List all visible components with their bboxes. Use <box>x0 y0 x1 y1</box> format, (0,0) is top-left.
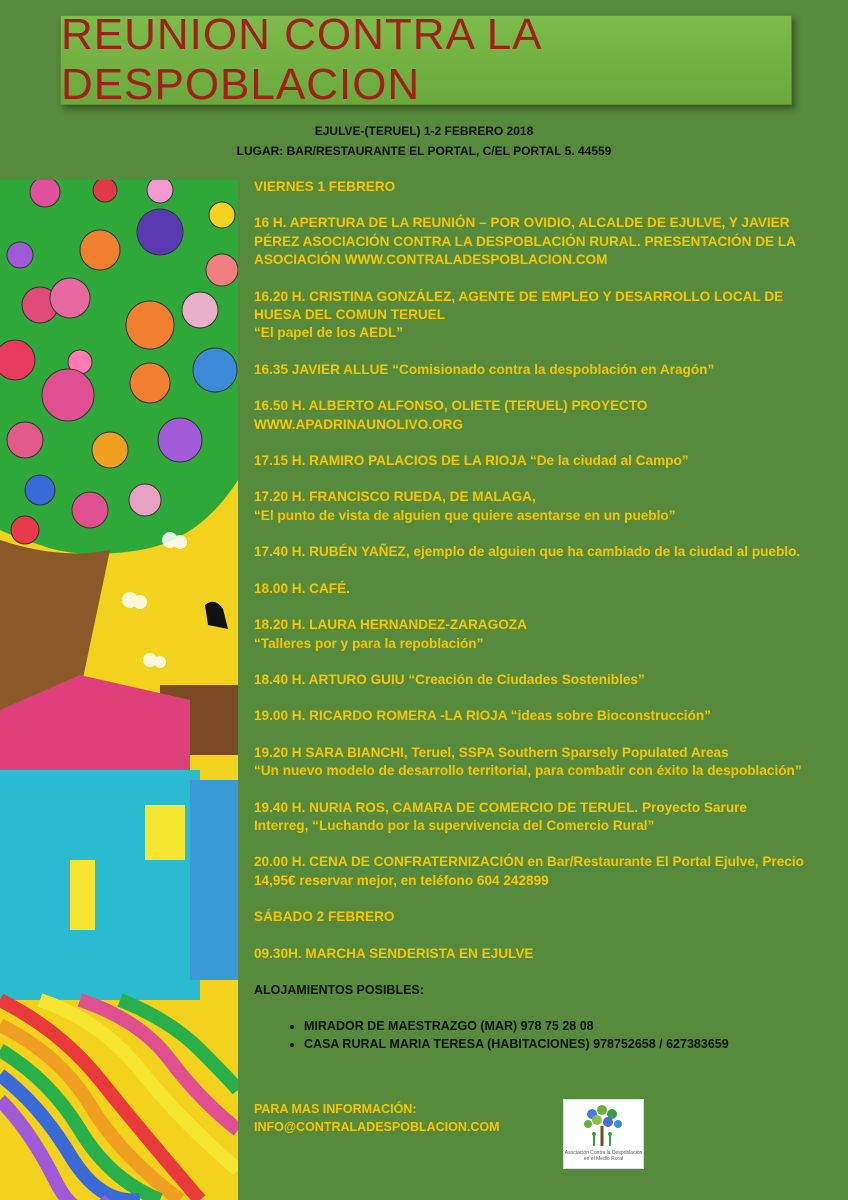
accommodation-item: • CASA RURAL MARIA TERESA (HABITACIONES) 978752658 / 627383659 <box>304 1035 804 1053</box>
agenda-item-text: 17.20 H. FRANCISCO RUEDA, DE MALAGA, <box>254 489 536 505</box>
agenda-item <box>254 288 804 343</box>
page-title: REUNION CONTRA LA DESPOBLACION <box>61 10 541 109</box>
contact-email[interactable]: INFO@CONTRALADESPOBLACION.COM <box>254 1120 500 1134</box>
association-logo <box>563 1099 644 1169</box>
agenda-item-topic: “El punto de vista de alguien que quiere asentarse en un pueblo” <box>254 507 676 523</box>
agenda-item-topic: “El papel de los AEDL” <box>254 325 404 341</box>
agenda-item <box>254 853 804 890</box>
agenda-item-text: 16.20 H. CRISTINA GONZÁLEZ, AGENTE DE EMPLEO Y DESARROLLO LOCAL DE HUESA DEL COMUN TERUEL <box>254 288 784 323</box>
agenda-item-text: 16 H. APERTURA DE LA REUNIÓN – POR OVIDIO, ALCALDE DE EJULVE, Y JAVIER PÉREZ ASOCIACIÓN CONTRA LA DESPOBLACIÓN RURAL. PRESENTACIÓN DE LA ASOCIACIÓN WWW.CONTRALADESPOBLACION.COM <box>254 215 796 268</box>
agenda-item <box>254 488 804 525</box>
day2-heading: SÁBADO 2 FEBRERO <box>254 909 395 925</box>
agenda-item <box>254 361 804 379</box>
agenda-item <box>254 452 804 470</box>
agenda-item-text: 16.35 JAVIER ALLUE “Comisionado contra la despoblación en Aragón” <box>254 361 715 377</box>
accommodation-section <box>254 981 804 1053</box>
decorative-illustration <box>0 180 238 1200</box>
agenda-item-text: 20.00 H. CENA DE CONFRATERNIZACIÓN en Bar/Restaurante El Portal Ejulve, Precio 14,95€ reservar mejor, en teléfono 604 242899 <box>254 854 804 888</box>
agenda-item-topic: “Un nuevo modelo de desarrollo territorial, para combatir con éxito la despoblación” <box>254 763 802 779</box>
agenda-item <box>254 671 804 689</box>
agenda-item-text: 18.00 H. CAFÉ. <box>254 580 350 596</box>
agenda-item <box>254 744 804 781</box>
title-banner <box>60 10 792 109</box>
event-venue: LUGAR: BAR/RESTAURANTE EL PORTAL, C/EL PORTAL 5. 44559 <box>236 144 612 158</box>
day2-agenda-item: 09.30H. MARCHA SENDERISTA EN EJULVE <box>254 945 534 961</box>
program-content <box>254 178 804 1053</box>
agenda-item <box>254 580 804 598</box>
contact-info <box>254 1100 500 1136</box>
accommodation-item: • MIRADOR DE MAESTRAZGO (MAR) 978 75 28 08 <box>304 1017 804 1035</box>
agenda-item <box>254 707 804 725</box>
agenda-item <box>254 616 804 653</box>
agenda-item-text: 19.00 H. RICARDO ROMERA -LA RIOJA “ideas sobre Bioconstrucción” <box>254 708 711 724</box>
event-date-place: EJULVE-(TERUEL) 1-2 FEBRERO 2018 <box>314 124 534 138</box>
contact-label: PARA MAS INFORMACIÓN: <box>254 1102 417 1116</box>
tree-houses-illustration <box>0 180 238 1200</box>
logo-caption: Asociación Contra la Despoblación en el Medio Rural <box>564 1150 643 1162</box>
agenda-item <box>254 397 804 434</box>
agenda-item-text: 19.20 H SARA BIANCHI, Teruel, SSPA Southern Sparsely Populated Areas <box>254 744 729 760</box>
agenda-item <box>254 543 804 561</box>
accommodation-list <box>254 1017 804 1053</box>
agenda-item-text: 16.50 H. ALBERTO ALFONSO, OLIETE (TERUEL) PROYECTO WWW.APADRINAUNOLIVO.ORG <box>254 398 648 432</box>
agenda-item-text: 17.40 H. RUBÉN YAÑEZ, ejemplo de alguien que ha cambiado de la ciudad al pueblo. <box>254 544 801 560</box>
agenda-item-topic: “Talleres por y para la repoblación” <box>254 635 484 651</box>
agenda-item-text: 17.15 H. RAMIRO PALACIOS DE LA RIOJA “De la ciudad al Campo” <box>254 453 689 469</box>
agenda-item-text: 18.40 H. ARTURO GUIU “Creación de Ciudades Sostenibles” <box>254 671 645 687</box>
agenda-item-text: 19.40 H. NURIA ROS, CAMARA DE COMERCIO DE TERUEL. Proyecto Sarure Interreg, “Luchando por la supervivencia del Comercio Rural” <box>254 799 747 833</box>
accommodation-title: ALOJAMIENTOS POSIBLES: <box>254 982 424 997</box>
agenda-item <box>254 799 804 836</box>
agenda-item <box>254 214 804 269</box>
agenda-item-text: 18.20 H. LAURA HERNANDEZ-ZARAGOZA <box>254 617 527 633</box>
day1-heading: VIERNES 1 FEBRERO <box>254 179 396 194</box>
